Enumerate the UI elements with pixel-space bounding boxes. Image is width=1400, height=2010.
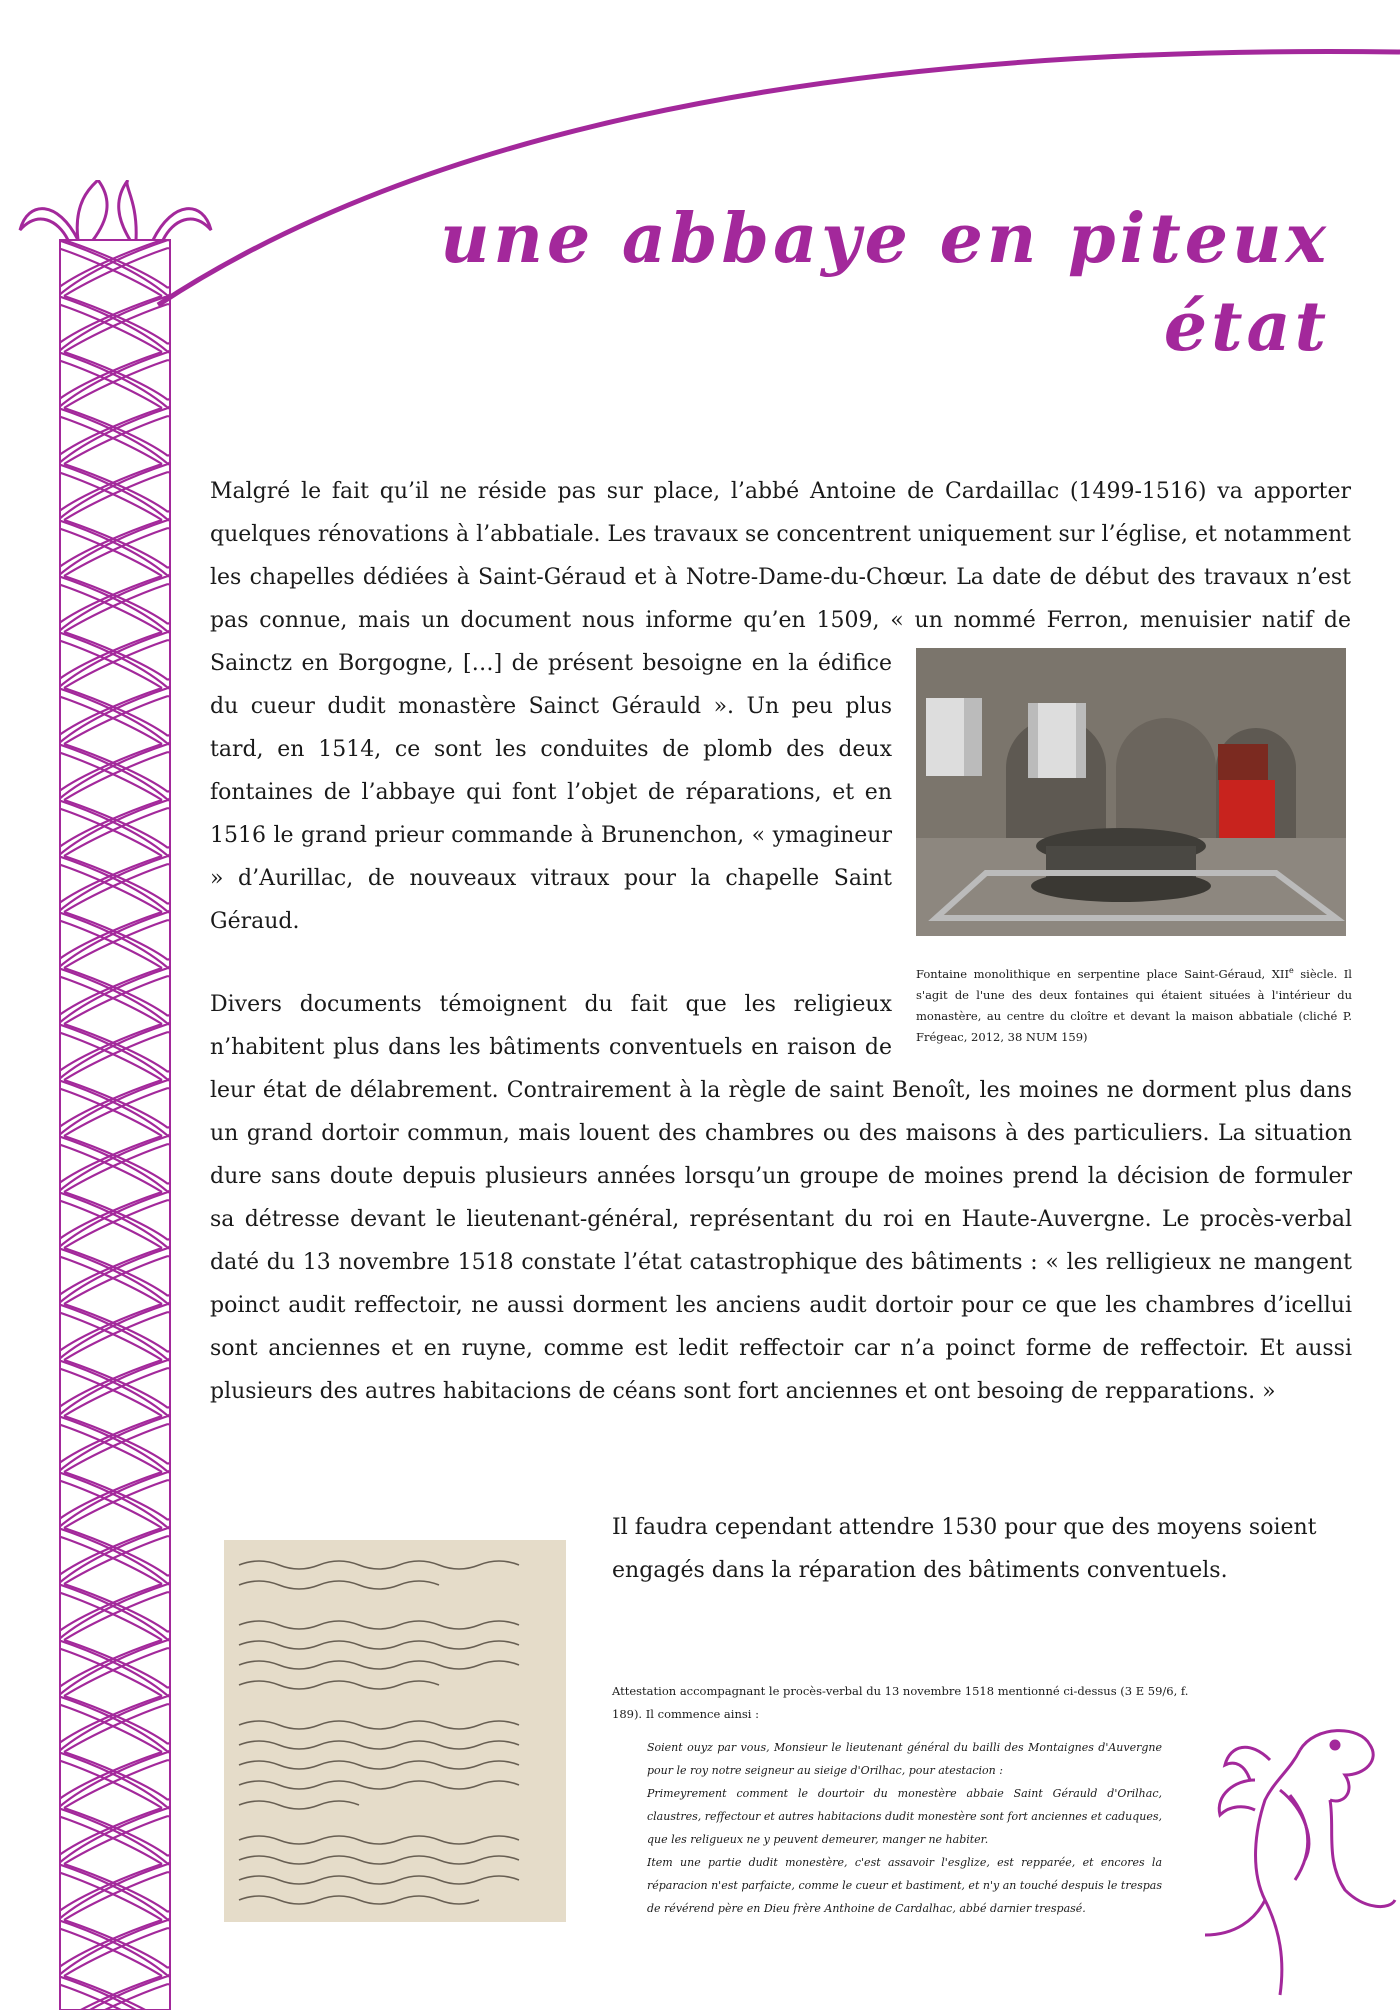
main-text [210, 470, 1352, 1413]
paragraph-2: Divers documents témoignent du fait que les religieux n’habitent plus dans les bâtiments conventuels en raison de leur état de délabrement. Contrairement à la règle de saint Benoît, les moines ne dorment plus dans un grand dortoir commun, mais louent des chambres ou des maisons à des particuliers. La situation dure sans doute depuis plusieurs années lorsqu’un groupe de moines prend la décision de formuler sa détresse devant le lieutenant-général, représentant du roi en Haute-Auvergne. Le procès-verbal daté du 13 novembre 1518 constate l’état catastrophique des bâtiments : « les relligieux ne mangent poinct audit reffectoir, ne aussi dorment les anciens audit dortoir pour ce que les chambres d’icellui sont anciennes et en ruyne, comme est ledit reffectoir car n’a poinct forme de reffectoir. Et aussi plusieurs des autres habitacions de céans sont fort anciennes et ont besoing de repparations. » [210, 992, 1352, 1404]
manuscript-handwriting [224, 1540, 566, 1922]
fountain-photo-illustration [916, 648, 1346, 936]
quote-line: Item une partie dudit monestère, c'est assavoir l'esglize, est repparée, et encores la réparacion n'est parfaicte, comme le cueur et bastiment, et n'y an touché despuis le trespas de révérend père en Dieu frère Anthoine de Cardalhac, abbé darnier trespasé. [647, 1856, 1162, 1915]
page-title: une abbaye en piteux état [440, 199, 1330, 367]
manuscript-transcription [647, 1736, 1162, 1920]
caption-text-end: siècle. Il s'agit de l'une des deux fontaines qui étaient situées à l'intérieur du monastère, au centre du cloître et devant la maison abbatiale (cliché P. Frégeac, 2012, 38 NUM 159) [916, 966, 1352, 1044]
fountain-photo [916, 648, 1346, 936]
quote-line: Soient ouyz par vous, Monsieur le lieutenant général du bailli des Montaignes d'Auvergne pour le roy notre seigneur au sieige d'Orilhac, pour atestacion : [647, 1741, 1162, 1777]
caption-text: Fontaine monolithique en serpentine place Saint-Géraud, XII [916, 966, 1290, 981]
braid-border-ornament [18, 180, 218, 2010]
paragraph-1: Malgré le fait qu’il ne réside pas sur place, l’abbé Antoine de Cardaillac (1499-1516) va apporter quelques rénovations à l’abbatiale. Les travaux se concentrent uniquement sur l’église, et notamment les chapelles dédiées à Saint-Géraud et à Notre-Dame-du-Chœur. La date de début des travaux n’est pas connue, mais un document nous informe qu’en 1509, « un nommé Ferron, menuisier natif de Sainctz en Borgogne, […] de présent besoigne en la édifice du cueur dudit monastère Sainct Gérauld ». Un peu plus tard, en 1514, ce sont les conduites de plomb des deux fontaines de l’abbaye qui font l’objet de réparations, et en 1516 le grand prieur commande à Brunenchon, « ymagineur » d’Aurillac, de nouveaux vitraux pour la chapelle Saint Géraud. [210, 479, 1351, 934]
quote-line: Primeyrement comment le dourtoir du monestère abbaie Saint Gérauld d'Orilhac, claustres, reffectour et autres habitacions dudit monestère sont fort anciennes et caduques, que les religueux ne y peuvent demeurer, manger ne habiter. [647, 1787, 1162, 1846]
manuscript-caption: Attestation accompagnant le procès-verbal du 13 novembre 1518 mentionné ci-dessus (3 E 59/6, f. 189). Il commence ainsi : [612, 1684, 1189, 1721]
fountain-figure [916, 648, 1352, 1048]
paragraph-3: Il faudra cependant attendre 1530 pour que des moyens soient engagés dans la réparation des bâtiments conventuels. [612, 1515, 1317, 1583]
manuscript-image [224, 1540, 566, 1922]
caption-sup: e [1289, 966, 1294, 975]
creature-ornament-icon [1195, 1720, 1400, 2000]
photo-caption [916, 960, 1352, 1048]
